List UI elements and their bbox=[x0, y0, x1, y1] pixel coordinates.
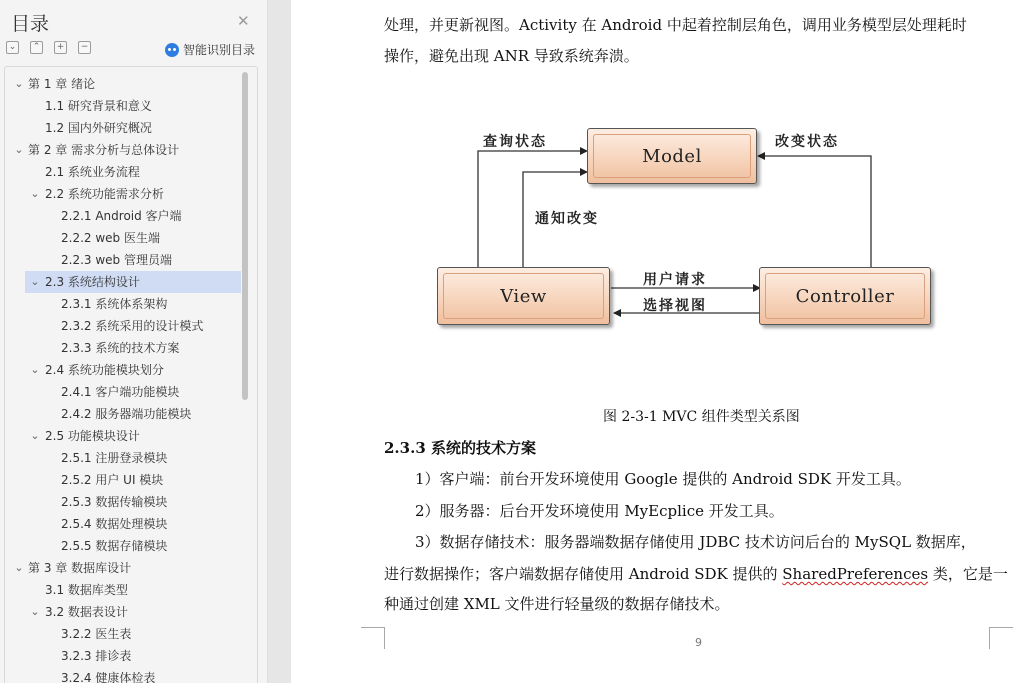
toc-item-label: 2.4.1 客户端功能模块 bbox=[61, 385, 180, 399]
toc-item[interactable] bbox=[5, 469, 241, 491]
spellcheck-word[interactable]: SharedPreferences bbox=[782, 565, 929, 583]
query-state-label: 查询状态 bbox=[483, 134, 547, 150]
view-box bbox=[437, 267, 610, 325]
crop-mark bbox=[361, 627, 385, 649]
toc-item[interactable] bbox=[25, 271, 241, 293]
smart-toc-icon bbox=[165, 43, 179, 57]
toc-item[interactable] bbox=[5, 293, 241, 315]
chevron-down-icon[interactable]: ⌄ bbox=[14, 77, 24, 90]
toc-item[interactable] bbox=[5, 491, 241, 513]
toc-item[interactable] bbox=[5, 227, 241, 249]
toc-sidebar bbox=[0, 0, 268, 683]
toc-item-label: 第 1 章 绪论 bbox=[28, 77, 96, 91]
toc-item[interactable] bbox=[5, 667, 241, 683]
paragraph-line: 操作，避免出现 ANR 导致系统奔溃。 bbox=[384, 47, 639, 65]
toc-item[interactable] bbox=[5, 447, 241, 469]
toc-item-label: 2.3.2 系统采用的设计模式 bbox=[61, 319, 204, 333]
change-state-label: 改变状态 bbox=[775, 134, 839, 150]
section-heading: 2.3.3 系统的技术方案 bbox=[384, 439, 536, 457]
toc-item[interactable] bbox=[5, 579, 241, 601]
paragraph-line bbox=[384, 564, 1008, 584]
toc-item-label: 2.3.3 系统的技术方案 bbox=[61, 341, 180, 355]
toc-item[interactable] bbox=[5, 557, 241, 579]
paragraph-line: 种通过创建 XML 文件进行轻量级的数据存储技术。 bbox=[384, 595, 730, 613]
toc-item-label: 3.2 数据表设计 bbox=[45, 605, 128, 619]
chevron-down-icon[interactable]: ⌄ bbox=[30, 605, 40, 618]
minus-square-icon[interactable]: − bbox=[78, 41, 91, 54]
toc-item[interactable] bbox=[5, 601, 241, 623]
toc-item-label: 2.4.2 服务器端功能模块 bbox=[61, 407, 192, 421]
toc-item[interactable] bbox=[5, 535, 241, 557]
toc-item[interactable] bbox=[5, 623, 241, 645]
controller-box bbox=[759, 267, 931, 325]
toc-item-label: 2.5 功能模块设计 bbox=[45, 429, 140, 443]
figure-caption: 图 2-3-1 MVC 组件类型关系图 bbox=[603, 409, 800, 425]
mvc-diagram bbox=[437, 125, 937, 335]
toc-item-label: 2.3.1 系统体系架构 bbox=[61, 297, 168, 311]
paragraph-line: 1）客户端：前台开发环境使用 Google 提供的 Android SDK 开发工具。 bbox=[415, 470, 911, 488]
plus-square-icon[interactable]: + bbox=[54, 41, 67, 54]
toc-item-label: 3.1 数据库类型 bbox=[45, 583, 128, 597]
close-icon[interactable]: ✕ bbox=[237, 12, 250, 30]
toc-item[interactable] bbox=[5, 73, 241, 95]
toc-item-label: 2.5.4 数据处理模块 bbox=[61, 517, 168, 531]
toc-scrollbar[interactable] bbox=[242, 72, 248, 400]
model-box bbox=[587, 128, 757, 184]
toc-item[interactable] bbox=[5, 139, 241, 161]
toc-item[interactable] bbox=[5, 95, 241, 117]
notify-change-label: 通知改变 bbox=[535, 211, 599, 227]
toc-item-label: 3.2.3 排诊表 bbox=[61, 649, 132, 663]
toc-item[interactable] bbox=[5, 513, 241, 535]
controller-label: Controller bbox=[795, 285, 895, 307]
document-page bbox=[291, 0, 1025, 683]
crop-mark bbox=[989, 627, 1013, 649]
chevron-down-icon[interactable]: ⌄ bbox=[30, 429, 40, 442]
toc-item[interactable] bbox=[5, 183, 241, 205]
smart-toc-button[interactable] bbox=[165, 41, 255, 58]
toc-item-label: 第 2 章 需求分析与总体设计 bbox=[28, 143, 180, 157]
toc-item-label: 2.3 系统结构设计 bbox=[45, 275, 140, 289]
smart-toc-label: 智能识别目录 bbox=[183, 43, 256, 57]
toc-item-label: 2.5.1 注册登录模块 bbox=[61, 451, 168, 465]
chevron-down-icon[interactable]: ⌄ bbox=[30, 363, 40, 376]
chevron-down-square-icon[interactable]: ⌄ bbox=[6, 41, 19, 54]
paragraph-line: 2）服务器：后台开发环境使用 MyEcplice 开发工具。 bbox=[415, 502, 784, 520]
toc-item[interactable] bbox=[5, 403, 241, 425]
toc-item[interactable] bbox=[5, 337, 241, 359]
toc-item[interactable] bbox=[5, 315, 241, 337]
text-run: 进行数据操作；客户端数据存储使用 Android SDK 提供的 bbox=[384, 565, 783, 583]
toc-item-label: 第 3 章 数据库设计 bbox=[28, 561, 132, 575]
chevron-down-icon[interactable]: ⌄ bbox=[14, 143, 24, 156]
view-label: View bbox=[500, 285, 547, 307]
user-request-label: 用户请求 bbox=[643, 272, 707, 288]
toc-item-label: 2.5.5 数据存储模块 bbox=[61, 539, 168, 553]
toc-item-label: 2.2.2 web 医生端 bbox=[61, 231, 160, 245]
toc-item-label: 1.1 研究背景和意义 bbox=[45, 99, 152, 113]
page-number: 9 bbox=[695, 636, 702, 649]
toc-item-label: 1.2 国内外研究概况 bbox=[45, 121, 152, 135]
toc-item-label: 2.1 系统业务流程 bbox=[45, 165, 140, 179]
chevron-up-square-icon[interactable]: ⌃ bbox=[30, 41, 43, 54]
toc-item-label: 2.5.3 数据传输模块 bbox=[61, 495, 168, 509]
toc-item[interactable] bbox=[5, 161, 241, 183]
paragraph-line: 处理，并更新视图。Activity 在 Android 中起着控制层角色，调用业务模型层处理耗时 bbox=[384, 16, 967, 34]
toc-item[interactable] bbox=[5, 117, 241, 139]
toc-item[interactable] bbox=[5, 359, 241, 381]
select-view-label: 选择视图 bbox=[643, 298, 707, 314]
toc-list bbox=[5, 73, 241, 683]
toc-item-label: 2.2 系统功能需求分析 bbox=[45, 187, 164, 201]
text-run: 类，它是一 bbox=[928, 565, 1008, 583]
model-label: Model bbox=[642, 145, 702, 167]
toc-item-label: 3.2.4 健康体检表 bbox=[61, 671, 156, 683]
toc-item[interactable] bbox=[5, 425, 241, 447]
toc-item[interactable] bbox=[5, 645, 241, 667]
sidebar-title: 目录 bbox=[11, 13, 50, 35]
toc-item[interactable] bbox=[5, 205, 241, 227]
toc-item[interactable] bbox=[5, 381, 241, 403]
change-state-arrow bbox=[758, 156, 871, 267]
toc-panel bbox=[4, 66, 258, 683]
chevron-down-icon[interactable]: ⌄ bbox=[14, 561, 24, 574]
paragraph-line: 3）数据存储技术：服务器端数据存储使用 JDBC 技术访问后台的 MySQL 数据库， bbox=[415, 533, 976, 551]
toc-item-label: 2.5.2 用户 UI 模块 bbox=[61, 473, 164, 487]
toc-item-label: 2.2.1 Android 客户端 bbox=[61, 209, 182, 223]
chevron-down-icon[interactable]: ⌄ bbox=[30, 187, 40, 200]
toc-item-label: 3.2.2 医生表 bbox=[61, 627, 132, 641]
chevron-down-icon[interactable]: ⌄ bbox=[30, 275, 40, 288]
toc-item-label: 2.4 系统功能模块划分 bbox=[45, 363, 164, 377]
toc-item[interactable] bbox=[5, 249, 241, 271]
toc-item-label: 2.2.3 web 管理员端 bbox=[61, 253, 172, 267]
